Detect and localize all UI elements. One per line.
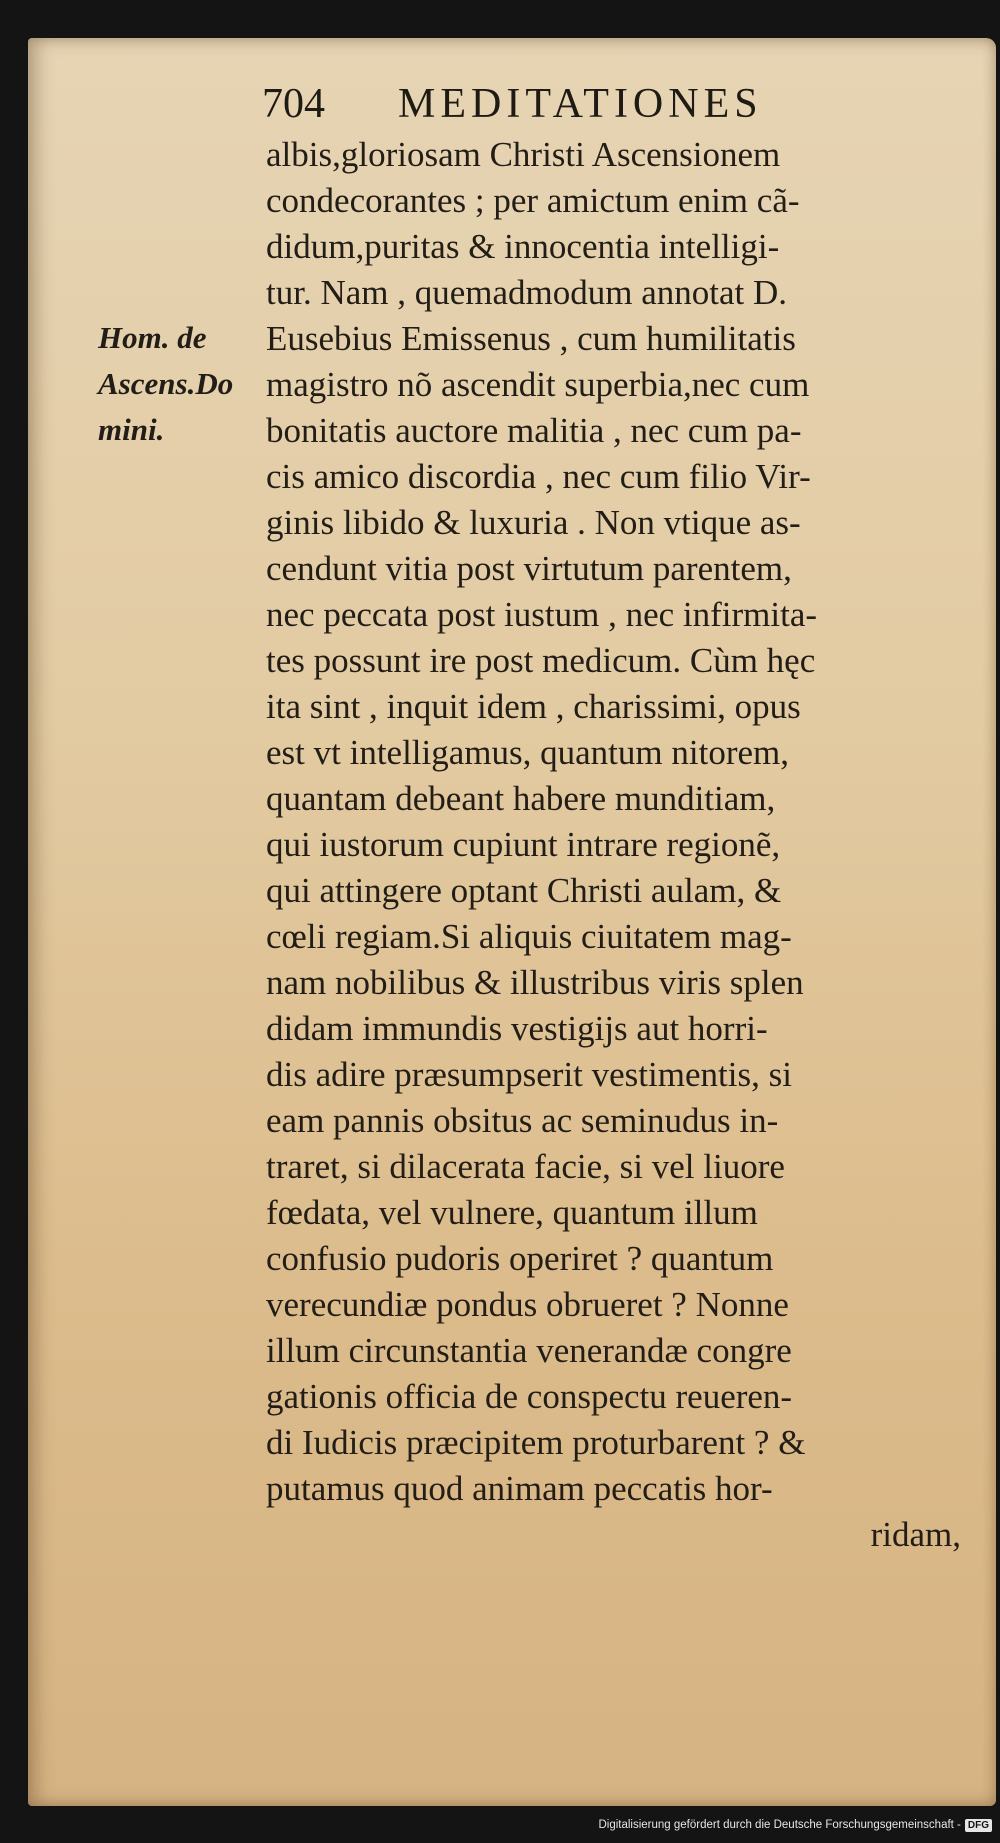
margin-note-line: Ascens.Do xyxy=(98,366,234,401)
text-line: confusio pudoris operiret ? quantum xyxy=(266,1239,774,1278)
text-line: illum circunstantia venerandæ congre xyxy=(266,1331,792,1370)
text-line: ita sint , inquit idem , charissimi, opus xyxy=(266,687,801,726)
dfg-logo: DFG xyxy=(965,1819,992,1832)
text-line: est vt intelligamus, quantum nitorem, xyxy=(266,733,789,772)
running-title: MEDITATIONES xyxy=(398,81,763,127)
text-line: fœdata, vel vulnere, quantum illum xyxy=(266,1193,758,1232)
text-line: tes possunt ire post medicum. Cùm hęc xyxy=(266,641,816,680)
text-line: qui iustorum cupiunt intrare regionẽ, xyxy=(266,825,781,864)
text-line: traret, si dilacerata facie, si vel liuore xyxy=(266,1147,785,1186)
text-line: cœli regiam.Si aliquis ciuitatem mag- xyxy=(266,917,792,956)
text-line: eam pannis obsitus ac seminudus in- xyxy=(266,1101,779,1140)
body-text xyxy=(266,132,961,1558)
text-line: gationis officia de conspectu reueren- xyxy=(266,1377,793,1416)
text-line: nec peccata post iustum , nec infirmita- xyxy=(266,595,818,634)
text-line: cendunt vitia post virtutum parentem, xyxy=(266,549,792,588)
text-line: dis adire præsumpserit vestimentis, si xyxy=(266,1055,792,1094)
text-line: di Iudicis præcipitem proturbarent ? & xyxy=(266,1423,806,1462)
text-line: ginis libido & luxuria . Non vtique as- xyxy=(266,503,801,542)
running-header xyxy=(262,80,962,140)
text-line: tur. Nam , quemadmodum annotat D. xyxy=(266,273,788,312)
text-line: Eusebius Emissenus , cum humilitatis xyxy=(266,319,796,358)
page-number: 704 xyxy=(262,81,325,127)
text-line: qui attingere optant Christi aulam, & xyxy=(266,871,782,910)
credit-text: Digitalisierung gefördert durch die Deutsche Forschungsgemeinschaft - xyxy=(598,1819,961,1831)
text-line: verecundiæ pondus obrueret ? Nonne xyxy=(266,1285,789,1324)
text-line: albis,gloriosam Christi Ascensionem xyxy=(266,135,781,174)
text-line: didam immundis vestigijs aut horri- xyxy=(266,1009,768,1048)
text-line: quantam debeant habere munditiam, xyxy=(266,779,776,818)
text-line: nam nobilibus & illustribus viris splen xyxy=(266,963,804,1002)
margin-note-line: mini. xyxy=(98,412,165,447)
text-line: putamus quod animam peccatis hor- xyxy=(266,1469,773,1508)
text-line: magistro nõ ascendit superbia,nec cum xyxy=(266,365,810,404)
digitization-credit xyxy=(598,1813,992,1837)
text-line: didum,puritas & innocentia intelligi- xyxy=(266,227,780,266)
text-line: condecorantes ; per amictum enim cã- xyxy=(266,181,800,220)
text-line: bonitatis auctore malitia , nec cum pa- xyxy=(266,411,802,450)
catchword: ridam, xyxy=(870,1515,961,1554)
margin-note xyxy=(98,315,268,453)
text-line: cis amico discordia , nec cum filio Vir- xyxy=(266,457,811,496)
margin-note-line: Hom. de xyxy=(98,320,207,355)
